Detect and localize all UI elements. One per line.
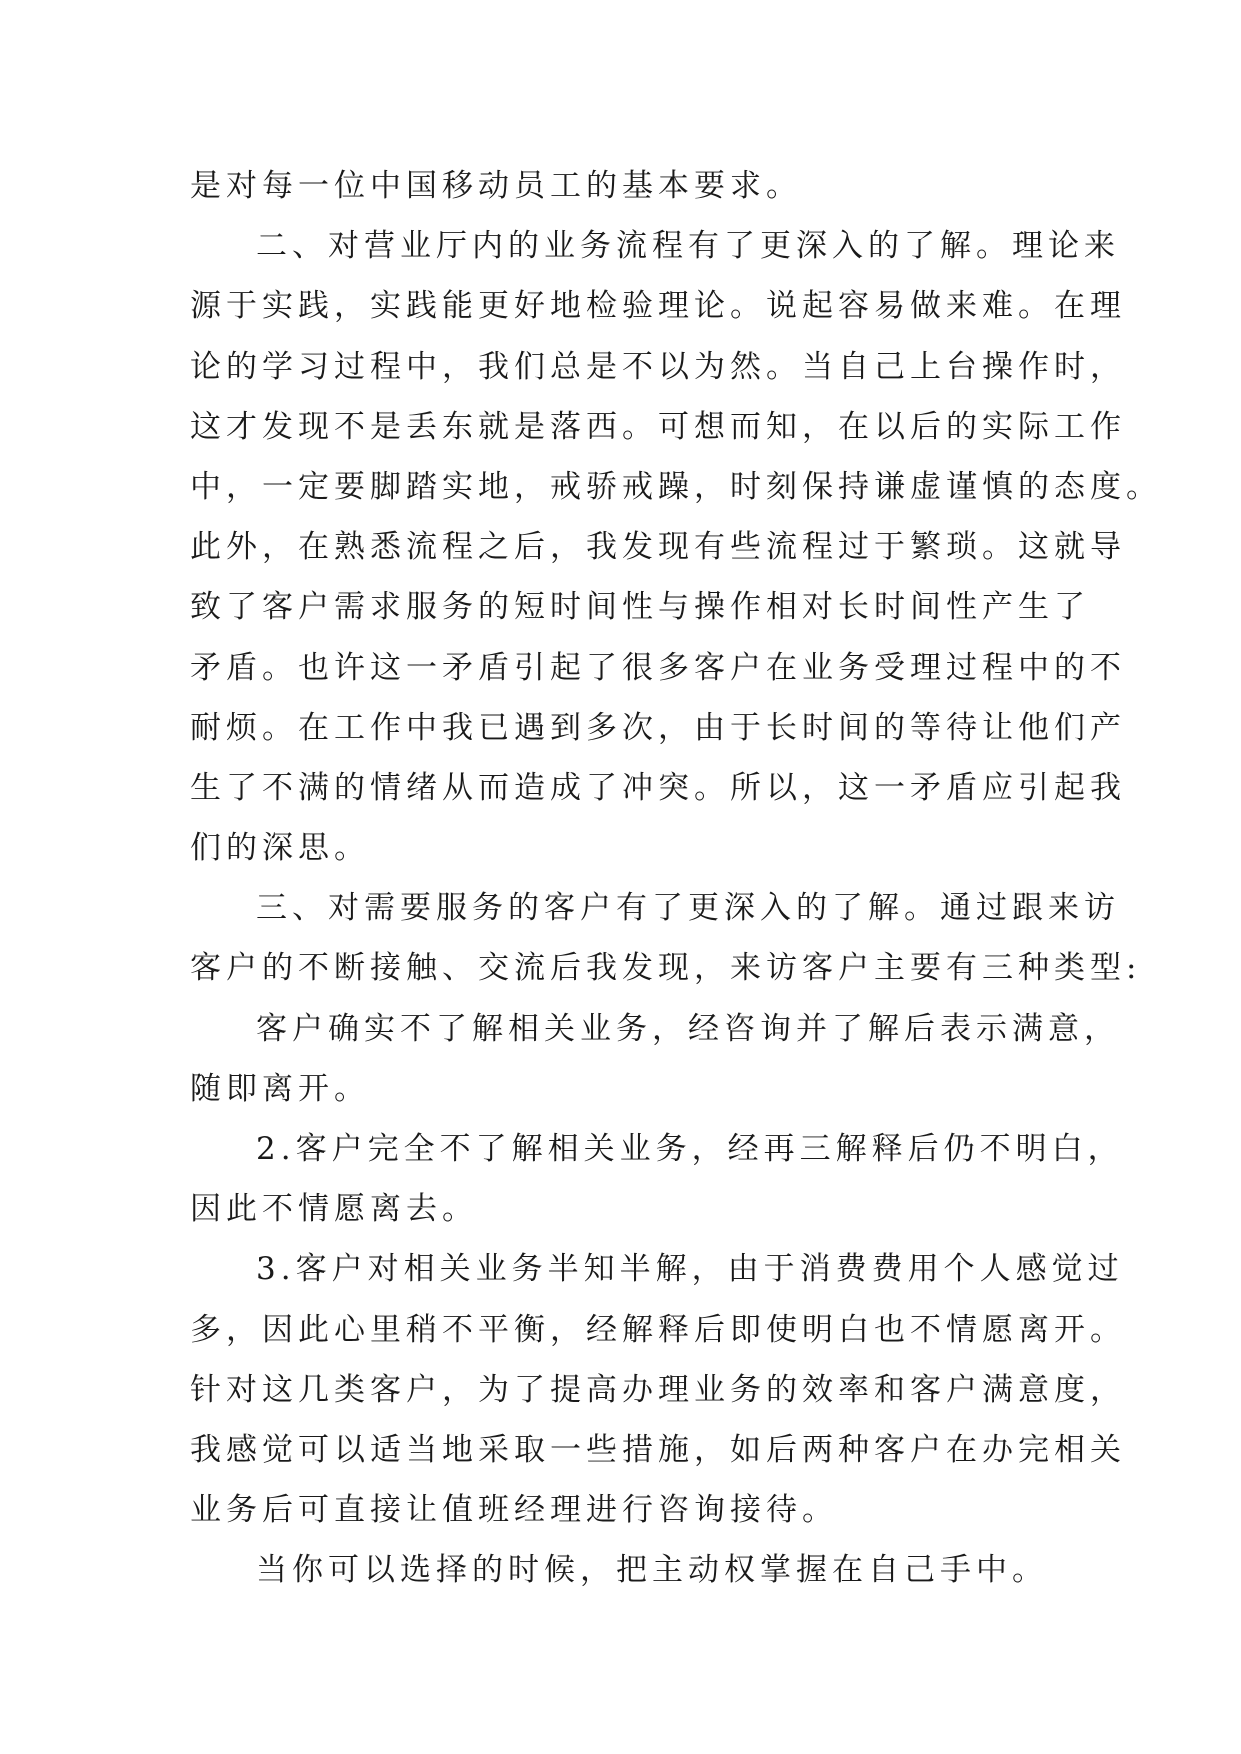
text-line: 针对这几类客户，为了提高办理业务的效率和客户满意度，	[190, 1371, 1126, 1408]
document-body	[190, 156, 1162, 1601]
text-line: 耐烦。在工作中我已遇到多次，由于长时间的等待让他们产	[190, 709, 1126, 746]
text-line: 我感觉可以适当地采取一些措施，如后两种客户在办完相关	[190, 1431, 1126, 1468]
text-line: 因此不情愿离去。	[190, 1191, 478, 1228]
text-line: 三、对需要服务的客户有了更深入的了解。通过跟来访	[256, 890, 1120, 927]
text-line: 矛盾。也许这一矛盾引起了很多客户在业务受理过程中的不	[190, 649, 1126, 686]
text-line: 这才发现不是丢东就是落西。可想而知，在以后的实际工作	[190, 408, 1126, 445]
text-line: 论的学习过程中，我们总是不以为然。当自己上台操作时，	[190, 348, 1126, 385]
text-line: 当你可以选择的时候，把主动权掌握在自己手中。	[256, 1552, 1048, 1589]
text-line: 生了不满的情绪从而造成了冲突。所以，这一矛盾应引起我	[190, 769, 1126, 806]
text-line: 随即离开。	[190, 1070, 370, 1107]
text-line: 二、对营业厅内的业务流程有了更深入的了解。理论来	[256, 228, 1120, 265]
text-line: 2.客户完全不了解相关业务，经再三解释后仍不明白，	[256, 1131, 1124, 1167]
text-line: 3.客户对相关业务半知半解，由于消费费用个人感觉过	[256, 1251, 1124, 1288]
text-line: 中，一定要脚踏实地，戒骄戒躁，时刻保持谦虚谨慎的态度。	[190, 468, 1162, 505]
text-line: 此外，在熟悉流程之后，我发现有些流程过于繁琐。这就导	[190, 529, 1126, 566]
text-line: 是对每一位中国移动员工的基本要求。	[190, 168, 802, 204]
text-line: 源于实践，实践能更好地检验理论。说起容易做来难。在理	[190, 288, 1126, 325]
text-line: 客户的不断接触、交流后我发现，来访客户主要有三种类型:	[190, 950, 1142, 987]
text-line: 致了客户需求服务的短时间性与操作相对长时间性产生了	[190, 589, 1090, 626]
text-line: 多，因此心里稍不平衡，经解释后即使明白也不情愿离开。	[190, 1311, 1126, 1348]
text-line: 客户确实不了解相关业务，经咨询并了解后表示满意，	[256, 1010, 1120, 1047]
text-line: 业务后可直接让值班经理进行咨询接待。	[190, 1492, 838, 1529]
text-line: 们的深思。	[190, 830, 370, 867]
